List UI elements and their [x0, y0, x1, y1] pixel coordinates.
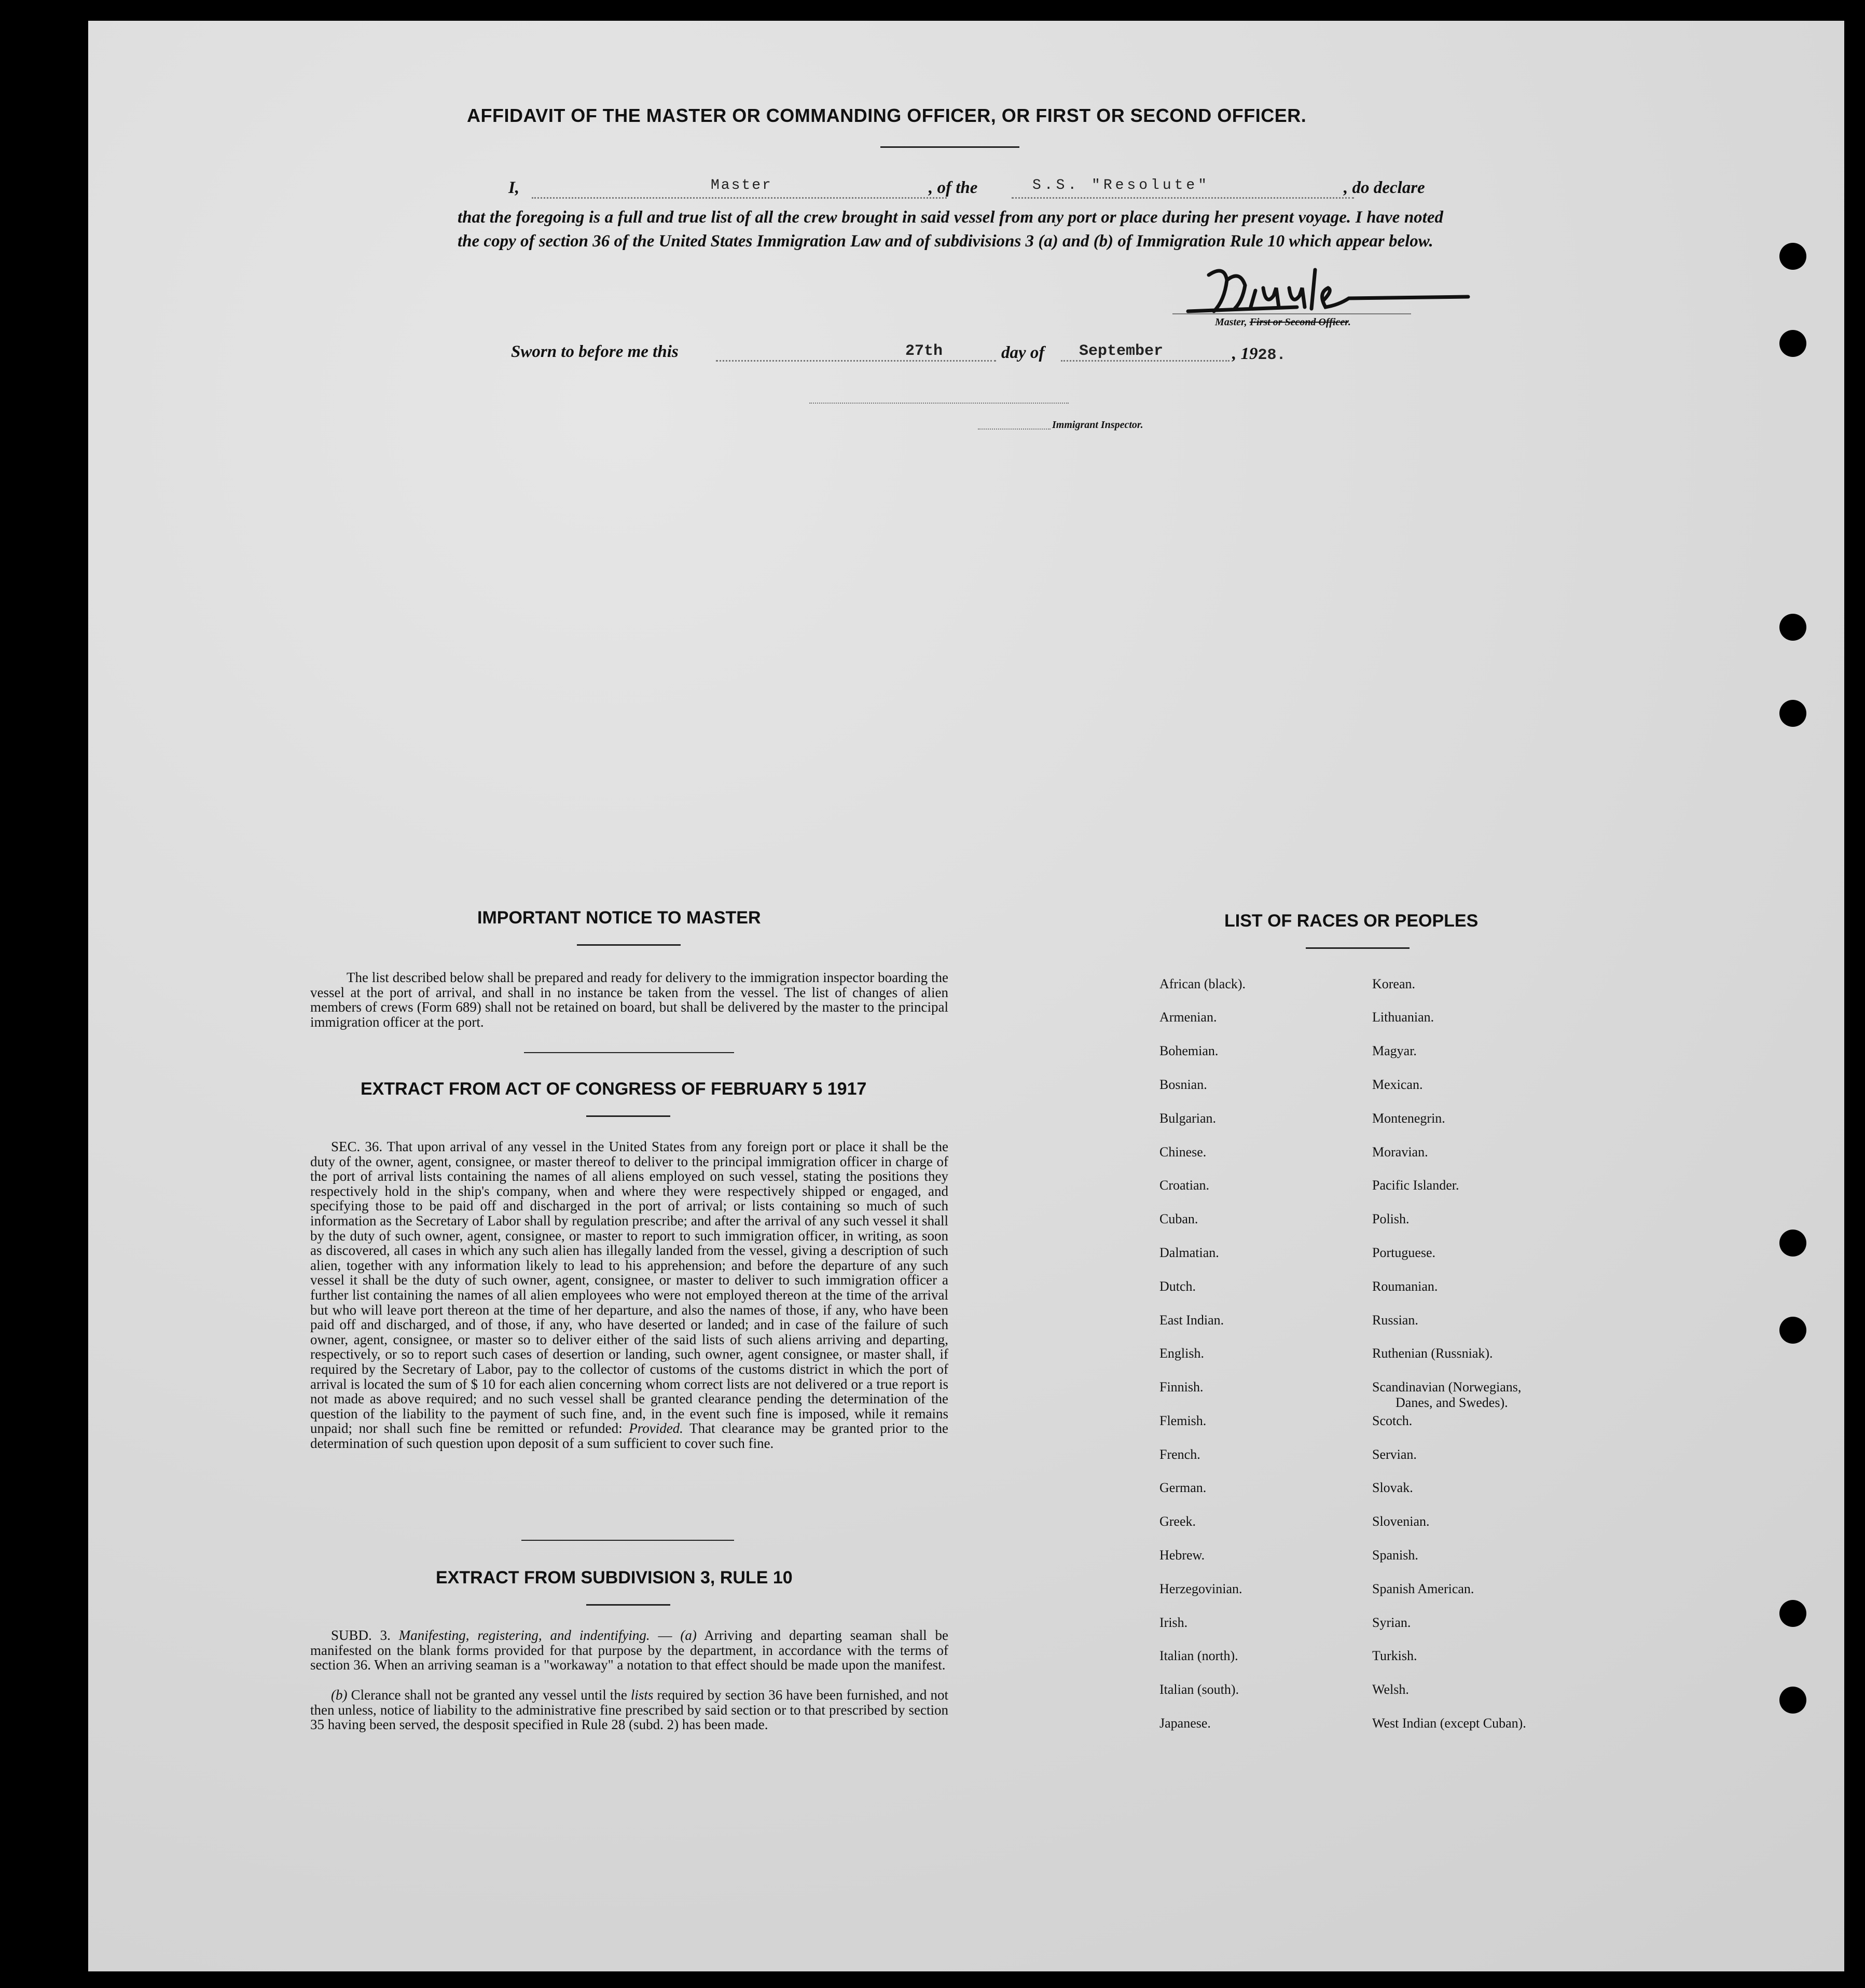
race-item: Cuban.	[1159, 1211, 1198, 1226]
race-item: Hebrew.	[1159, 1548, 1205, 1563]
race-item: Slovak.	[1372, 1480, 1413, 1495]
subd-b-lists: lists	[630, 1687, 654, 1703]
notice-title-underline	[577, 944, 681, 946]
race-item: German.	[1159, 1480, 1207, 1495]
race-item: Scotch.	[1372, 1413, 1413, 1428]
punch-hole	[1779, 614, 1806, 641]
race-item: Polish.	[1372, 1211, 1410, 1226]
day-value: 27th	[905, 342, 943, 360]
notice-divider	[524, 1052, 734, 1053]
notice-title: IMPORTANT NOTICE TO MASTER	[477, 908, 761, 928]
affidavit-body: that the foregoing is a full and true list of all the crew brought in said vessel from any port or place during her present voyage. I have noted the copy of section 36 of the United States Immigration Law and of subdivisions 3 (a) and (b) of Immigration Rule 10 which appear below.	[458, 208, 1443, 251]
subd-a-label: (a)	[680, 1627, 697, 1643]
rank-value: Master	[711, 177, 772, 194]
race-item: Bohemian.	[1159, 1043, 1219, 1058]
race-item: Servian.	[1372, 1447, 1417, 1462]
month-field-line	[1061, 360, 1229, 362]
rule-title-underline	[586, 1604, 670, 1606]
race-item: East Indian.	[1159, 1313, 1224, 1328]
race-item: Ruthenian (Russniak).	[1372, 1346, 1493, 1361]
race-item: Slovenian.	[1372, 1514, 1430, 1529]
act-body-start: SEC. 36. That upon arrival of any vessel in the United States from any foreign port or place it shall be the duty of the owner, agent, consignee, or master thereof to deliver to the principal immigration officer in charge of the port of arrival lists containing the names of all aliens employed on such vessel, stating the positions they respectively hold in the ship's company, when and where they were respectively shipped or engaged, and specifying those to be paid off and discharged in the port of arrival; or lists containing so much of such information as the Secretary of Labor shall by regulation prescribe; and after the arrival of any such vessel it shall by the duty of such owner, agent, consignee, or master to report to such immigration officer, in writing, as soon as discovered, all cases in which any such alien has illegally landed from the vessel, giving a description of such alien, together with any information likely to lead to his apprehension; and before the departure of any such vessel it shall be the duty of such owner, agent, consignee, or master to deliver to such immigration officer a further list containing the names of all alien employees who were not employed thereon at the time of the arrival but who will leave port thereon at the time of her departure, and also the names of those, if any, who have been paid off and discharged, and of those, if any, who have deserted or landed; and in case of the failure of such owner, agent, consignee, or master so to deliver either of the said lists of such aliens arriving and departing, respectively, or so to report such cases of desertion or landing, such owner, agent consignee, or master shall, if required by the Secretary of Labor, pay to the collector of customs of the customs district in which the port of arrival is located the sum of $ 10 for each alien concerning whom correct lists are not delivered or a true report is not made as above required; and no such vessel shall be granted clearance pending the determination of the question of the liability to the payment of such fine, and, in the event such fine is imposed, while it remains unpaid; nor shall such fine be remitted or refunded:	[310, 1139, 948, 1437]
race-item: Flemish.	[1159, 1413, 1207, 1428]
race-item: Bulgarian.	[1159, 1111, 1217, 1126]
race-item: Bosnian.	[1159, 1077, 1207, 1092]
race-item: Syrian.	[1372, 1615, 1411, 1630]
punch-hole	[1779, 1687, 1806, 1714]
races-title: LIST OF RACES OR PEOPLES	[1224, 911, 1479, 931]
inspector-caption-leader	[978, 429, 1051, 430]
subd-heading: Manifesting, registering, and indentifying.	[398, 1627, 650, 1643]
race-item: Moravian.	[1372, 1144, 1428, 1159]
race-item: French.	[1159, 1447, 1200, 1462]
race-item: Montenegrin.	[1372, 1111, 1445, 1126]
race-item: Russian.	[1372, 1313, 1418, 1328]
punch-hole	[1779, 700, 1806, 727]
caption-end: .	[1348, 316, 1351, 328]
race-item: Herzegovinian.	[1159, 1581, 1242, 1596]
race-item: Portuguese.	[1372, 1245, 1436, 1260]
race-item: Armenian.	[1159, 1010, 1217, 1025]
race-item: Irish.	[1159, 1615, 1188, 1630]
subd-label: SUBD. 3.	[331, 1627, 391, 1643]
rule-para-b	[310, 1688, 948, 1732]
rule-para-a: SUBD. 3. Manifesting, registering, and indentifying. — (a) Arriving and departing seaman shall be manifested on the blank forms provided for that purpose by the department, in accordance with the terms of section 36. When an arriving seaman is a "workaway" a notation to that effect should be made upon the manifest.	[310, 1627, 948, 1673]
race-item: Pacific Islander.	[1372, 1178, 1459, 1193]
punch-hole	[1779, 1600, 1806, 1627]
race-item: Roumanian.	[1372, 1279, 1438, 1294]
race-item: Croatian.	[1159, 1178, 1210, 1193]
subd-a-text: Arriving and departing seaman shall be manifested on the blank forms provided for that purpose by the department, in accordance with the terms of section 36. When an arriving seaman is a "workaway" a notation to that effect should be made upon the manifest.	[310, 1627, 948, 1673]
subd-b-text-2: required by section 36 have been furnished, and not then unless, notice of liability to the administrative fine prescribed by said section or to that prescribed by section 35 having been served, the desposit specified in Rule 28 (subd. 2) has been made.	[310, 1687, 948, 1733]
signature-caption	[1215, 316, 1351, 328]
punch-hole	[1779, 1230, 1806, 1257]
year-field	[1232, 344, 1286, 364]
race-item: Dalmatian.	[1159, 1245, 1219, 1260]
race-item: Turkish.	[1372, 1648, 1417, 1663]
act-title-underline	[586, 1115, 670, 1117]
act-body	[310, 1139, 948, 1451]
year-prefix: , 19	[1232, 344, 1258, 363]
subd-b-text-1: Clerance shall not be granted any vessel until the	[351, 1687, 627, 1703]
race-item: African (black).	[1159, 976, 1246, 991]
rule-title: EXTRACT FROM SUBDIVISION 3, RULE 10	[436, 1568, 793, 1587]
race-item: English.	[1159, 1346, 1204, 1361]
race-item: Korean.	[1372, 976, 1416, 991]
inspector-signature-line	[809, 403, 1069, 404]
master-signature	[1178, 259, 1479, 322]
race-item: Finnish.	[1159, 1379, 1204, 1395]
day-of-label: day of	[1001, 343, 1045, 362]
act-divider	[521, 1540, 734, 1541]
signature-line	[1172, 313, 1411, 314]
race-item: Scandinavian (Norwegians,	[1372, 1379, 1522, 1395]
affidavit-title: AFFIDAVIT OF THE MASTER OR COMMANDING OFFICER, OR FIRST OR SECOND OFFICER.	[467, 105, 1307, 126]
race-item: Spanish American.	[1372, 1581, 1474, 1596]
title-underline	[880, 146, 1019, 148]
caption-struck-officer: First or Second Officer	[1249, 316, 1348, 328]
act-provided: Provided.	[629, 1420, 683, 1437]
race-item: Magyar.	[1372, 1043, 1417, 1058]
sworn-label: Sworn to before me this	[511, 342, 679, 361]
vessel-value: S.S. "Resolute"	[1032, 177, 1210, 194]
punch-hole	[1779, 330, 1806, 357]
race-item: Greek.	[1159, 1514, 1196, 1529]
race-item: Welsh.	[1372, 1682, 1409, 1697]
act-title: EXTRACT FROM ACT OF CONGRESS OF FEBRUARY 5 1917	[361, 1079, 867, 1099]
race-item: Japanese.	[1159, 1716, 1211, 1731]
of-the-label: , of the	[929, 178, 978, 197]
race-item: West Indian (except Cuban).	[1372, 1716, 1526, 1731]
races-title-underline	[1306, 947, 1410, 949]
rank-field-line	[532, 197, 947, 199]
vessel-field-line	[1012, 197, 1354, 199]
affidavit-i-label: I,	[508, 178, 520, 197]
race-item: Chinese.	[1159, 1144, 1207, 1159]
year-value: 28.	[1258, 347, 1286, 364]
race-item: Italian (south).	[1159, 1682, 1239, 1697]
caption-master: Master,	[1215, 316, 1247, 328]
race-item: Danes, and Swedes).	[1396, 1395, 1508, 1410]
day-field-line	[716, 360, 996, 362]
subd-b-label: (b)	[331, 1687, 348, 1703]
race-item: Italian (north).	[1159, 1648, 1238, 1663]
race-item: Spanish.	[1372, 1548, 1418, 1563]
punch-hole	[1779, 1317, 1806, 1344]
month-value: September	[1079, 342, 1164, 360]
punch-hole	[1779, 243, 1806, 270]
inspector-caption: Immigrant Inspector.	[1052, 419, 1143, 431]
race-item: Mexican.	[1372, 1077, 1423, 1092]
act-body-end: That clearance may be granted prior to the determination of such question upon deposit of a sum sufficient to cover such fine.	[310, 1420, 948, 1451]
race-item: Lithuanian.	[1372, 1010, 1434, 1025]
notice-body: The list described below shall be prepared and ready for delivery to the immigration inspector boarding the vessel at the port of arrival, and shall in no instance be taken from the vessel. The list of changes of alien members of crews (Form 689) shall not be retained on board, but shall be delivered by the master to the principal immigration officer at the port.	[310, 970, 948, 1030]
do-declare-label: , do declare	[1344, 178, 1425, 197]
race-item: Dutch.	[1159, 1279, 1196, 1294]
